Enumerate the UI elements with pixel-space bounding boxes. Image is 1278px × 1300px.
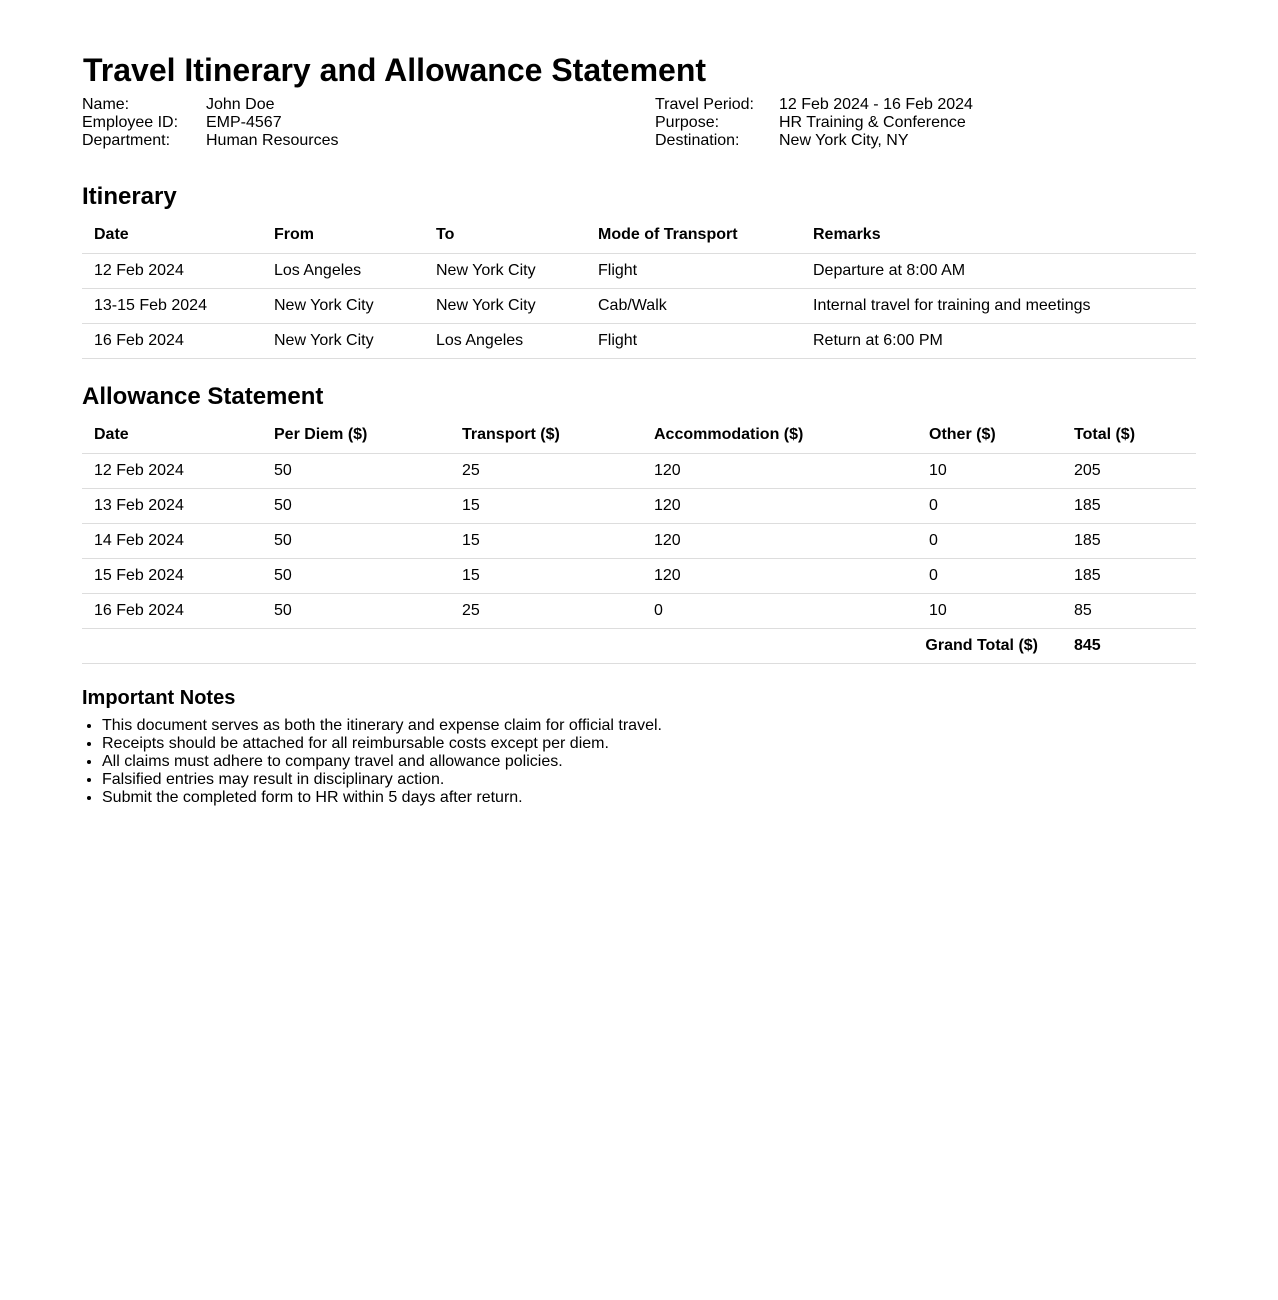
notes-heading: Important Notes: [82, 687, 236, 709]
destination-label: Destination:: [655, 132, 740, 149]
itinerary-mode: Flight: [586, 253, 801, 288]
notes-list: [82, 717, 662, 807]
allowance-other: 0: [917, 488, 1062, 523]
allowance-transport: 25: [450, 453, 642, 488]
itinerary-date: 12 Feb 2024: [82, 253, 262, 288]
employee-id: EMP-4567: [206, 114, 282, 131]
allowance-col-transport: Transport ($): [450, 418, 642, 453]
purpose-label: Purpose:: [655, 114, 720, 131]
allowance-transport: 15: [450, 558, 642, 593]
list-item: • Submit the completed form to HR within 5 days after return.: [102, 789, 662, 807]
table-row: [82, 323, 1196, 358]
list-item: • Falsified entries may result in disciplinary action.: [102, 771, 662, 789]
allowance-date: 14 Feb 2024: [82, 523, 262, 558]
grand-total-row: [82, 628, 1196, 663]
purpose: HR Training & Conference: [779, 114, 966, 131]
itinerary-header-row: [82, 218, 1196, 253]
allowance-per-diem: 50: [262, 488, 450, 523]
travel-info: [655, 96, 973, 150]
table-row: [82, 558, 1196, 593]
travel-period: 12 Feb 2024 - 16 Feb 2024: [779, 96, 973, 113]
allowance-total: 185: [1062, 523, 1196, 558]
allowance-per-diem: 50: [262, 523, 450, 558]
allowance-transport: 25: [450, 593, 642, 628]
employee-name-row: [82, 96, 339, 114]
table-row: [82, 253, 1196, 288]
allowance-total: 185: [1062, 558, 1196, 593]
purpose-row: [655, 114, 973, 132]
allowance-per-diem: 50: [262, 453, 450, 488]
allowance-date: 12 Feb 2024: [82, 453, 262, 488]
itinerary-from: New York City: [262, 288, 424, 323]
allowance-accommodation: 120: [642, 558, 917, 593]
allowance-header-row: [82, 418, 1196, 453]
list-item: • Receipts should be attached for all reimbursable costs except per diem.: [102, 735, 662, 753]
destination-row: [655, 132, 973, 150]
allowance-other: 0: [917, 558, 1062, 593]
itinerary-col-from: From: [262, 218, 424, 253]
department: Human Resources: [206, 132, 339, 149]
employee-name-label: Name:: [82, 96, 130, 113]
itinerary-heading: Itinerary: [82, 183, 177, 210]
allowance-col-other: Other ($): [917, 418, 1062, 453]
table-row: [82, 453, 1196, 488]
itinerary-col-to: To: [424, 218, 586, 253]
allowance-accommodation: 120: [642, 453, 917, 488]
allowance-date: 15 Feb 2024: [82, 558, 262, 593]
grand-total-label: Grand Total ($): [82, 628, 1062, 663]
allowance-col-accommodation: Accommodation ($): [642, 418, 917, 453]
allowance-per-diem: 50: [262, 558, 450, 593]
allowance-col-date: Date: [82, 418, 262, 453]
allowance-other: 10: [917, 453, 1062, 488]
itinerary-table: [82, 218, 1196, 359]
allowance-col-per-diem: Per Diem ($): [262, 418, 450, 453]
employee-name: John Doe: [206, 96, 275, 113]
itinerary-mode: Flight: [586, 323, 801, 358]
table-row: [82, 593, 1196, 628]
list-item: • This document serves as both the itinerary and expense claim for official travel.: [102, 717, 662, 735]
travel-period-row: [655, 96, 973, 114]
page-title: Travel Itinerary and Allowance Statement: [83, 52, 707, 88]
itinerary-from: New York City: [262, 323, 424, 358]
itinerary-col-date: Date: [82, 218, 262, 253]
destination: New York City, NY: [779, 132, 909, 149]
employee-id-row: [82, 114, 339, 132]
itinerary-remarks: Return at 6:00 PM: [801, 323, 1196, 358]
itinerary-to: New York City: [424, 253, 586, 288]
allowance-date: 13 Feb 2024: [82, 488, 262, 523]
allowance-total: 85: [1062, 593, 1196, 628]
allowance-transport: 15: [450, 523, 642, 558]
allowance-accommodation: 120: [642, 488, 917, 523]
itinerary-date: 16 Feb 2024: [82, 323, 262, 358]
itinerary-remarks: Internal travel for training and meetings: [801, 288, 1196, 323]
itinerary-remarks: Departure at 8:00 AM: [801, 253, 1196, 288]
allowance-accommodation: 0: [642, 593, 917, 628]
department-label: Department:: [82, 132, 171, 149]
allowance-col-total: Total ($): [1062, 418, 1196, 453]
itinerary-col-remarks: Remarks: [801, 218, 1196, 253]
allowance-other: 10: [917, 593, 1062, 628]
allowance-date: 16 Feb 2024: [82, 593, 262, 628]
department-row: [82, 132, 339, 150]
table-row: [82, 288, 1196, 323]
allowance-table: [82, 418, 1196, 664]
allowance-per-diem: 50: [262, 593, 450, 628]
allowance-accommodation: 120: [642, 523, 917, 558]
allowance-total: 185: [1062, 488, 1196, 523]
employee-id-label: Employee ID:: [82, 114, 179, 131]
itinerary-date: 13-15 Feb 2024: [82, 288, 262, 323]
allowance-transport: 15: [450, 488, 642, 523]
allowance-other: 0: [917, 523, 1062, 558]
itinerary-to: New York City: [424, 288, 586, 323]
grand-total-value: 845: [1062, 628, 1196, 663]
allowance-heading: Allowance Statement: [82, 383, 324, 410]
itinerary-to: Los Angeles: [424, 323, 586, 358]
table-row: [82, 488, 1196, 523]
list-item: • All claims must adhere to company travel and allowance policies.: [102, 753, 662, 771]
allowance-total: 205: [1062, 453, 1196, 488]
itinerary-from: Los Angeles: [262, 253, 424, 288]
employee-info: [82, 96, 339, 150]
table-row: [82, 523, 1196, 558]
itinerary-mode: Cab/Walk: [586, 288, 801, 323]
itinerary-col-mode: Mode of Transport: [586, 218, 801, 253]
travel-period-label: Travel Period:: [655, 96, 754, 113]
